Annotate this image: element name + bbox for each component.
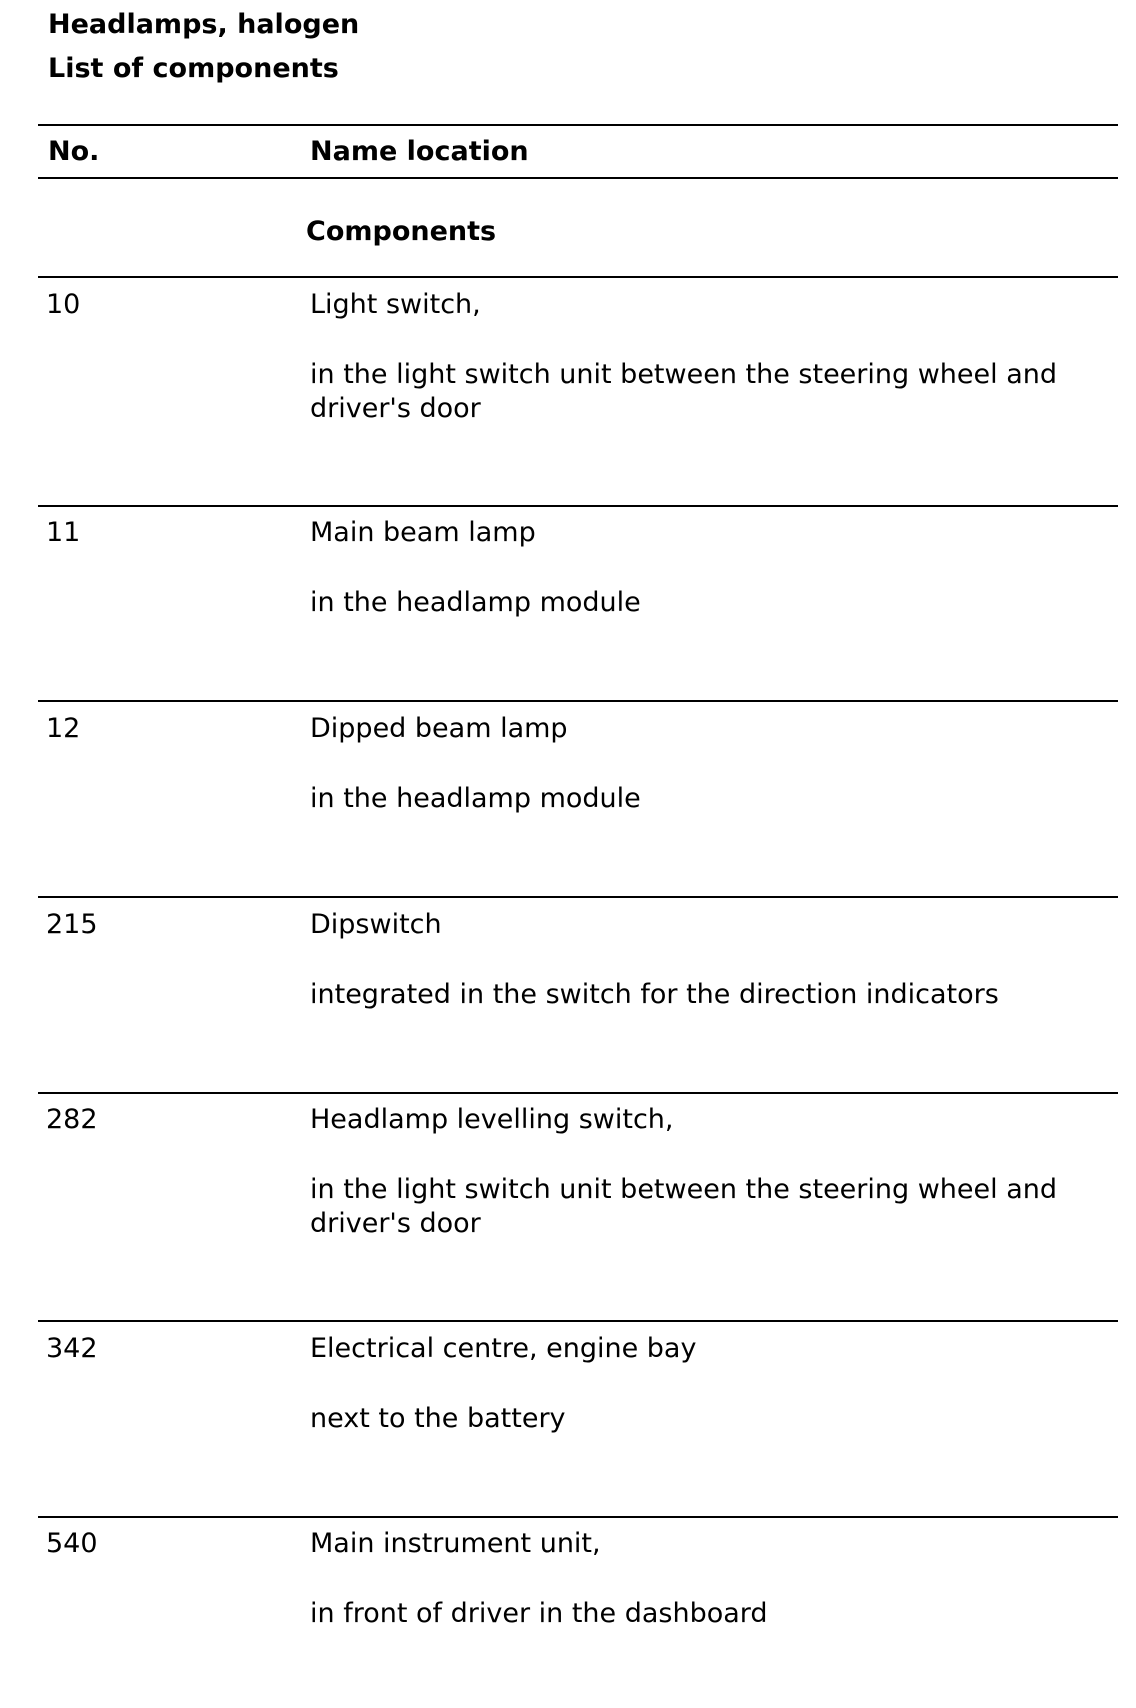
component-name: Light switch,	[310, 289, 481, 320]
row-rule	[38, 505, 1118, 507]
component-location: in front of driver in the dashboard	[310, 1598, 768, 1629]
component-name: Dipped beam lamp	[310, 713, 568, 744]
column-header-no: No.	[48, 136, 100, 167]
document-title: Headlamps, halogen	[48, 9, 360, 40]
component-name: Main instrument unit,	[310, 1528, 601, 1559]
section-bottom-rule	[38, 276, 1118, 278]
component-number: 11	[46, 517, 81, 548]
column-header-name-location: Name location	[310, 136, 529, 167]
component-location: in the light switch unit between the steering wheel and driver's door	[310, 359, 1058, 424]
header-bottom-rule	[38, 177, 1118, 179]
component-number: 540	[46, 1528, 98, 1559]
component-number: 12	[46, 713, 81, 744]
row-rule	[38, 700, 1118, 702]
row-rule	[38, 1092, 1118, 1094]
component-number: 282	[46, 1104, 98, 1135]
component-location: integrated in the switch for the direction indicators	[310, 979, 999, 1010]
component-location: in the headlamp module	[310, 783, 641, 814]
component-location: next to the battery	[310, 1403, 566, 1434]
row-rule	[38, 1320, 1118, 1322]
component-name: Electrical centre, engine bay	[310, 1333, 697, 1364]
row-rule	[38, 896, 1118, 898]
row-rule	[38, 1516, 1118, 1518]
component-location: in the light switch unit between the steering wheel and driver's door	[310, 1174, 1058, 1239]
component-name: Headlamp levelling switch,	[310, 1104, 674, 1135]
component-location: in the headlamp module	[310, 587, 641, 618]
component-number: 342	[46, 1333, 98, 1364]
component-name: Main beam lamp	[310, 517, 536, 548]
table-top-rule	[38, 124, 1118, 126]
document-subtitle: List of components	[48, 53, 339, 84]
component-number: 215	[46, 909, 98, 940]
component-number: 10	[46, 289, 81, 320]
component-name: Dipswitch	[310, 909, 442, 940]
section-heading-components: Components	[306, 216, 497, 247]
